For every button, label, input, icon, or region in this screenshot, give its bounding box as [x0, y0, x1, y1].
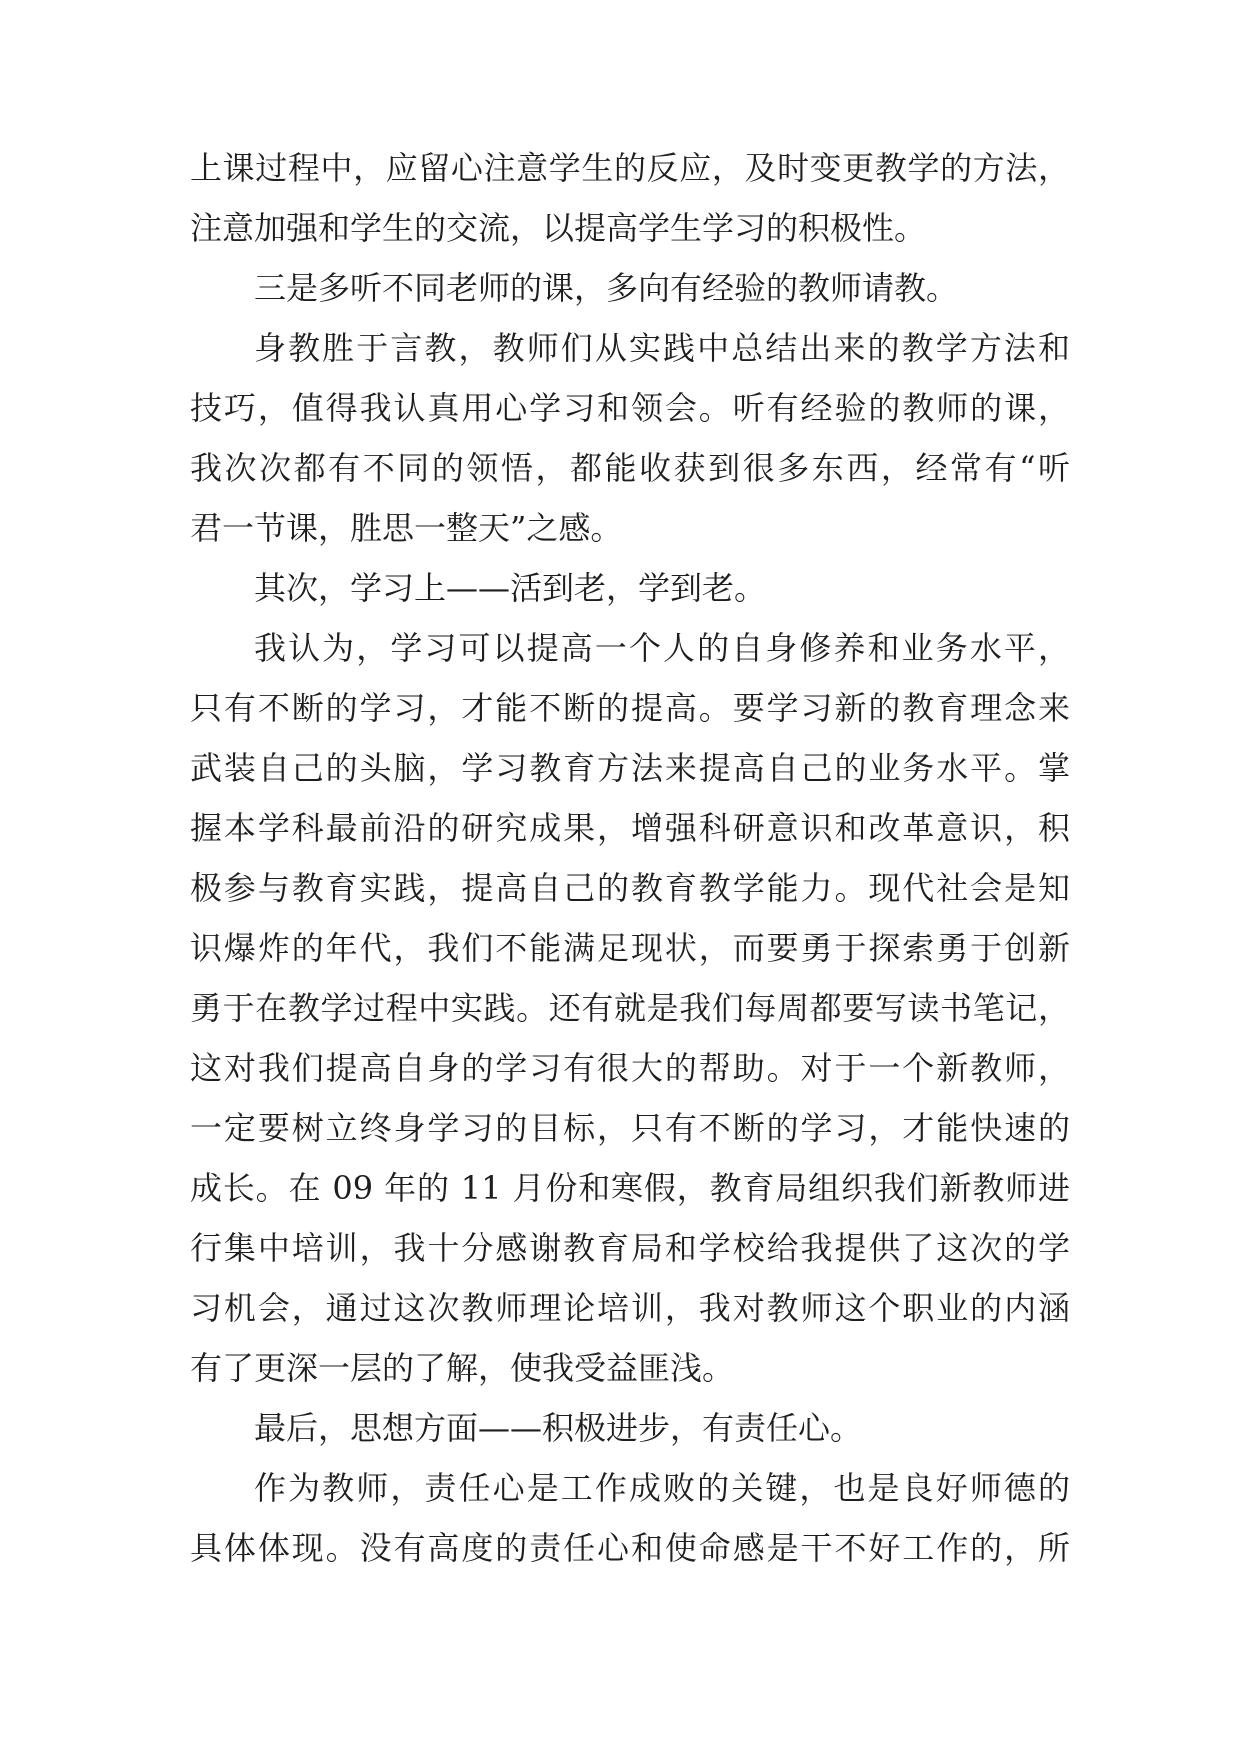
text-line: 三是多听不同老师的课，多向有经验的教师请教。 — [254, 269, 959, 307]
text-line: 成长。在 09 年的 11 月份和寒假，教育局组织我们新教师进 — [190, 1169, 1070, 1207]
text-line: 我次次都有不同的领悟，都能收获到很多东西，经常有“听 — [190, 449, 1070, 487]
text-line: 具体体现。没有高度的责任心和使命感是干不好工作的，所 — [190, 1529, 1070, 1567]
text-line: 上课过程中，应留心注意学生的反应，及时变更教学的方法， — [190, 149, 1070, 187]
text-line: 一定要树立终身学习的目标，只有不断的学习，才能快速的 — [190, 1109, 1070, 1147]
text-line: 作为教师，责任心是工作成败的关键，也是良好师德的 — [254, 1469, 1070, 1507]
text-line: 极参与教育实践，提高自己的教育教学能力。现代社会是知 — [190, 869, 1070, 907]
text-line: 其次，学习上——活到老，学到老。 — [254, 569, 767, 607]
text-line: 注意加强和学生的交流，以提高学生学习的积极性。 — [190, 209, 927, 247]
document-page — [190, 138, 1070, 1578]
text-line: 有了更深一层的了解，使我受益匪浅。 — [190, 1349, 735, 1387]
text-line: 身教胜于言教，教师们从实践中总结出来的教学方法和 — [254, 329, 1070, 367]
text-line: 我认为，学习可以提高一个人的自身修养和业务水平， — [254, 629, 1070, 667]
text-line: 技巧，值得我认真用心学习和领会。听有经验的教师的课， — [190, 389, 1070, 427]
text-line: 行集中培训，我十分感谢教育局和学校给我提供了这次的学 — [190, 1229, 1070, 1267]
text-line: 勇于在教学过程中实践。还有就是我们每周都要写读书笔记， — [190, 989, 1070, 1027]
text-line: 识爆炸的年代，我们不能满足现状，而要勇于探索勇于创新 — [190, 929, 1070, 967]
text-line: 武装自己的头脑，学习教育方法来提高自己的业务水平。掌 — [190, 749, 1070, 787]
text-line: 这对我们提高自身的学习有很大的帮助。对于一个新教师， — [190, 1049, 1070, 1087]
text-line: 君一节课，胜思一整天”之感。 — [190, 509, 623, 547]
text-line: 只有不断的学习，才能不断的提高。要学习新的教育理念来 — [190, 689, 1070, 727]
text-line: 习机会，通过这次教师理论培训，我对教师这个职业的内涵 — [190, 1289, 1070, 1327]
text-line: 最后，思想方面——积极进步，有责任心。 — [254, 1409, 863, 1447]
text-line: 握本学科最前沿的研究成果，增强科研意识和改革意识，积 — [190, 809, 1070, 847]
